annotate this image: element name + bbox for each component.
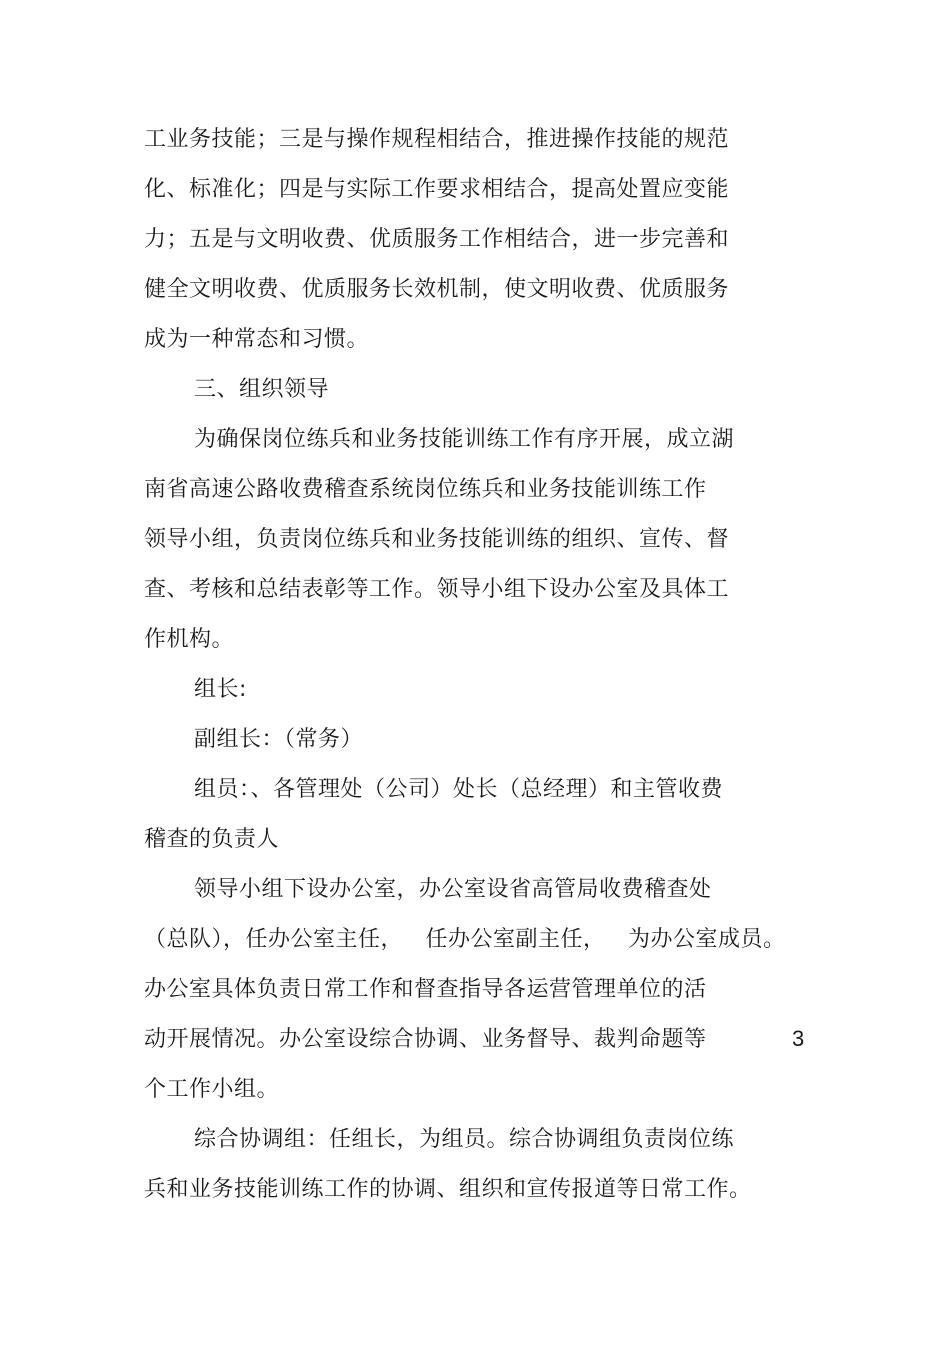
- body-line: 领导小组下设办公室，办公室设省高管局收费稽查处: [194, 877, 712, 902]
- body-line: 健全文明收费、优质服务长效机制，使文明收费、优质服务: [144, 277, 730, 302]
- section-heading: 三、组织领导: [194, 377, 330, 402]
- body-line: 为确保岗位练兵和业务技能训练工作有序开展，成立湖: [194, 427, 735, 452]
- body-line: 力；五是与文明收费、优质服务工作相结合，进一步完善和: [144, 227, 730, 252]
- body-line: 综合协调组：任组长，为组员。综合协调组负责岗位练: [194, 1127, 735, 1152]
- body-line: 南省高速公路收费稽查系统岗位练兵和业务技能训练工作: [144, 477, 707, 502]
- body-line: 兵和业务技能训练工作的协调、组织和宣传报道等日常工作。: [144, 1177, 752, 1202]
- body-line: 个工作小组。: [144, 1077, 280, 1102]
- body-line: （总队），任办公室主任， 任办公室副主任， 为办公室成员。: [144, 927, 786, 952]
- body-line: 组员：、各管理处（公司）处长（总经理）和主管收费: [194, 777, 724, 802]
- page-number: 3: [792, 1026, 805, 1051]
- body-line: 工业务技能；三是与操作规程相结合，推进操作技能的规范: [144, 127, 730, 152]
- body-line: 办公室具体负责日常工作和督查指导各运营管理单位的活: [144, 977, 707, 1002]
- body-line: 动开展情况。办公室设综合协调、业务督导、裁判命题等: [144, 1027, 707, 1052]
- body-line: 作机构。: [144, 627, 235, 652]
- body-line: 稽查的负责人: [144, 827, 280, 852]
- body-line: 成为一种常态和习惯。: [144, 327, 370, 352]
- body-line: 化、标准化；四是与实际工作要求相结合，提高处置应变能: [144, 177, 730, 202]
- body-line: 领导小组，负责岗位练兵和业务技能训练的组织、宣传、督: [144, 527, 730, 552]
- body-line: 查、考核和总结表彰等工作。领导小组下设办公室及具体工: [144, 577, 730, 602]
- body-line: 副组长：（常务）: [194, 727, 364, 752]
- body-line: 组长:: [194, 677, 247, 702]
